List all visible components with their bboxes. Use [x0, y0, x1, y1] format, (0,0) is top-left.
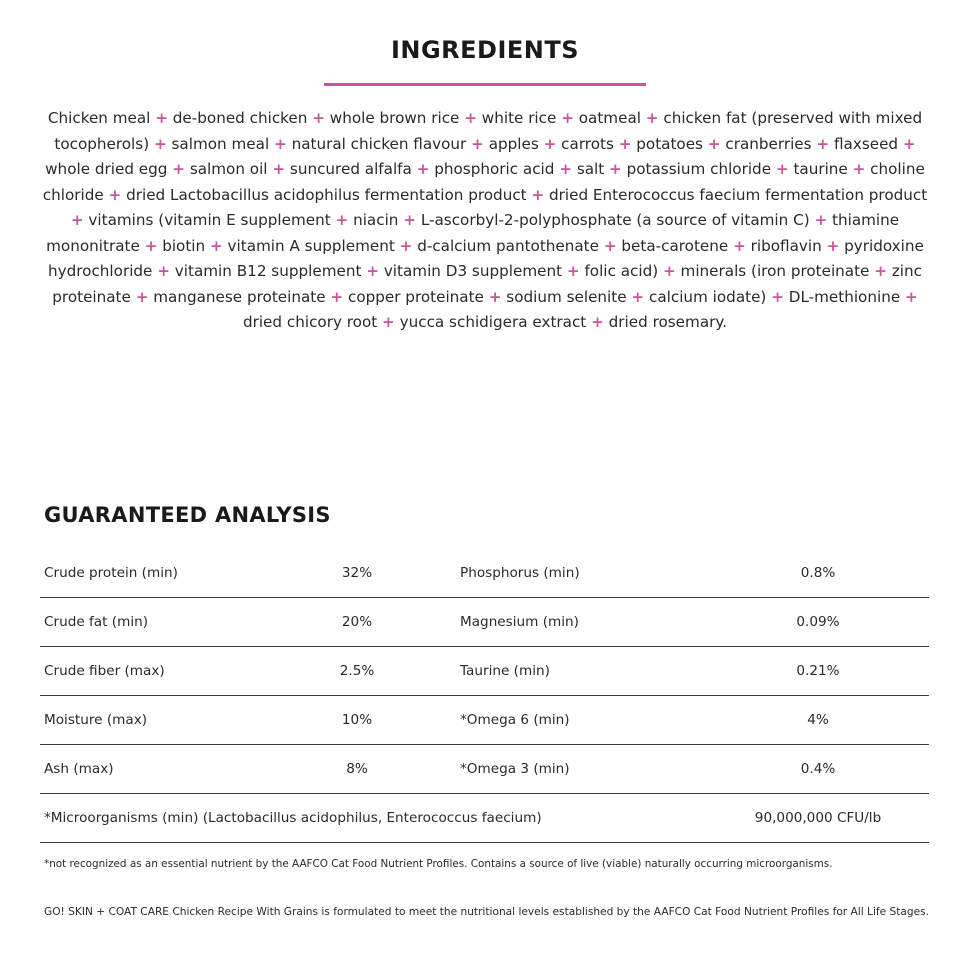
ingredient-item: vitamin D3 supplement	[383, 262, 563, 280]
footnote: *not recognized as an essential nutrient by the AAFCO Cat Food Nutrient Profiles. Contains a source of live (viable) naturally occurring microorganisms.	[44, 858, 833, 870]
ingredient-item: choline chloride	[42, 160, 925, 204]
ingredient-item: whole brown rice	[329, 109, 460, 127]
ingredient-separator: +	[852, 160, 866, 178]
nutrient-value: 10%	[341, 712, 373, 728]
nutrient-name: Moisture (max)	[44, 712, 148, 728]
ingredient-item: natural chicken flavour	[291, 134, 467, 153]
ingredient-separator: +	[826, 236, 840, 255]
ingredient-item: sodium selenite	[506, 287, 627, 306]
ingredient-item: salt	[576, 160, 605, 178]
ingredient-item: pyridoxine hydrochloride	[48, 236, 924, 280]
ingredient-item: dried Enterococcus faecium fermentation product	[549, 185, 928, 204]
ingredient-item: copper proteinate	[347, 287, 484, 306]
ingredient-separator: +	[603, 236, 617, 255]
ingredient-item: dried chicory root	[242, 313, 378, 331]
ingredient-item: Chicken meal	[47, 109, 151, 127]
ingredient-separator: +	[902, 134, 916, 153]
ingredient-separator: +	[733, 236, 746, 255]
ingredient-item: vitamins (vitamin E supplement	[88, 211, 331, 229]
ingredient-separator: +	[905, 287, 918, 306]
nutrient-value: 2.5%	[339, 663, 375, 679]
table-row-microorganisms	[40, 794, 929, 843]
table-row	[40, 549, 929, 598]
ingredient-separator: +	[416, 160, 430, 178]
ingredient-item: yucca schidigera extract	[399, 313, 587, 331]
ingredient-item: flaxseed	[833, 134, 899, 153]
ingredient-item: de-boned chicken	[172, 109, 308, 127]
analysis-title: GUARANTEED ANALYSIS	[44, 503, 331, 527]
ingredient-separator: +	[707, 134, 721, 153]
nutrient-value: 90,000,000 CFU/lb	[754, 810, 882, 826]
ingredient-separator: +	[330, 287, 344, 306]
ingredient-separator: +	[70, 211, 84, 229]
ingredient-separator: +	[874, 262, 887, 280]
nutrient-value: 20%	[341, 614, 373, 630]
nutrient-name: *Omega 3 (min)	[460, 761, 570, 777]
table-row	[40, 696, 929, 745]
ingredient-item: folic acid)	[584, 262, 659, 280]
ingredient-item: potassium chloride	[626, 160, 772, 178]
ingredient-item: white rice	[481, 109, 557, 127]
ingredient-item: taurine	[793, 160, 848, 178]
ingredient-item: biotin	[162, 236, 206, 255]
ingredient-item: phosphoric acid	[434, 160, 555, 178]
nutrient-value: 0.09%	[796, 614, 840, 630]
ingredient-item: oatmeal	[578, 109, 641, 127]
nutrient-name: Crude fat (min)	[44, 614, 149, 630]
title-underline	[324, 83, 646, 86]
ingredient-separator: +	[543, 134, 557, 153]
ingredient-item: cranberries	[725, 134, 812, 153]
ingredient-item: beta-carotene	[621, 236, 729, 255]
ingredient-item: salmon oil	[189, 160, 268, 178]
ingredient-separator: +	[382, 313, 395, 331]
ingredient-separator: +	[464, 109, 477, 127]
ingredient-separator: +	[312, 109, 325, 127]
nutrient-name: Ash (max)	[44, 761, 114, 777]
ingredient-item: riboflavin	[750, 236, 822, 255]
ingredient-separator: +	[814, 211, 828, 229]
ingredient-separator: +	[155, 109, 168, 127]
ingredient-separator: +	[144, 236, 158, 255]
nutrient-value: 0.21%	[796, 663, 840, 679]
ingredient-separator: +	[771, 287, 784, 306]
ingredient-item: DL-methionine	[788, 287, 901, 306]
ingredient-separator: +	[366, 262, 379, 280]
ingredient-separator: +	[559, 160, 572, 178]
ingredient-separator: +	[566, 262, 580, 280]
ingredient-separator: +	[591, 313, 604, 331]
nutrient-value: 32%	[341, 565, 373, 581]
ingredient-item: L-ascorbyl-2-polyphosphate (a source of vitamin C)	[420, 211, 810, 229]
ingredient-separator: +	[209, 236, 223, 255]
ingredient-separator: +	[631, 287, 645, 306]
nutrient-name: Magnesium (min)	[460, 614, 579, 630]
nutrient-name: *Microorganisms (min) (Lactobacillus acidophilus, Enterococcus faecium)	[44, 810, 542, 826]
nutrient-value: 0.4%	[800, 761, 836, 777]
nutrient-name: *Omega 6 (min)	[460, 712, 570, 728]
ingredient-separator: +	[399, 236, 413, 255]
ingredient-separator: +	[561, 109, 574, 127]
ingredient-item: thiamine mononitrate	[46, 211, 900, 255]
ingredient-separator: +	[609, 160, 622, 178]
ingredient-item: chicken fat (preserved with mixed tocopherols)	[54, 109, 923, 153]
ingredient-item: minerals (iron proteinate	[680, 262, 870, 280]
ingredient-separator: +	[618, 134, 632, 153]
ingredient-separator: +	[662, 262, 676, 280]
nutrient-name: Crude protein (min)	[44, 565, 178, 581]
ingredient-separator: +	[471, 134, 484, 153]
ingredient-item: potatoes	[636, 134, 703, 153]
ingredient-separator: +	[272, 160, 286, 178]
table-row	[40, 647, 929, 696]
nutrient-value: 4%	[807, 712, 829, 728]
aafco-statement: GO! SKIN + COAT CARE Chicken Recipe With Grains is formulated to meet the nutritional levels established by the AAFCO Cat Food Nutrient Profiles for All Life Stages.	[44, 906, 930, 918]
ingredient-separator: +	[488, 287, 502, 306]
ingredient-separator: +	[274, 134, 287, 153]
nutrient-name: Phosphorus (min)	[460, 565, 580, 581]
ingredient-item: vitamin B12 supplement	[174, 262, 362, 280]
ingredient-separator: +	[816, 134, 830, 153]
nutrient-name: Crude fiber (max)	[44, 663, 165, 679]
ingredient-item: salmon meal	[171, 134, 270, 153]
ingredient-separator: +	[775, 160, 789, 178]
ingredient-item: dried Lactobacillus acidophilus fermentation product	[126, 185, 527, 204]
ingredients-title: INGREDIENTS	[390, 36, 580, 64]
nutrient-value: 8%	[346, 761, 368, 777]
ingredient-separator: +	[153, 134, 167, 153]
ingredient-separator: +	[157, 262, 170, 280]
ingredient-item: manganese proteinate	[153, 287, 326, 306]
ingredient-item: d-calcium pantothenate	[417, 236, 599, 255]
ingredient-separator: +	[531, 185, 545, 204]
table-row	[40, 745, 929, 794]
ingredient-item: vitamin A supplement	[227, 236, 395, 255]
ingredient-item: calcium iodate)	[648, 287, 767, 306]
nutrient-value: 0.8%	[800, 565, 836, 581]
ingredients-list	[38, 106, 932, 336]
analysis-table	[40, 549, 929, 843]
ingredient-item: niacin	[353, 211, 399, 229]
ingredient-separator: +	[335, 211, 349, 229]
ingredient-separator: +	[135, 287, 149, 306]
ingredient-item: suncured alfalfa	[289, 160, 412, 178]
ingredient-separator: +	[403, 211, 416, 229]
nutrient-name: Taurine (min)	[460, 663, 550, 679]
ingredient-item: dried rosemary.	[608, 313, 728, 331]
ingredient-item: whole dried egg	[45, 160, 168, 178]
ingredient-separator: +	[645, 109, 659, 127]
ingredient-item: zinc proteinate	[52, 262, 922, 306]
ingredient-item: carrots	[561, 134, 614, 153]
table-row	[40, 598, 929, 647]
ingredient-separator: +	[172, 160, 185, 178]
ingredient-separator: +	[108, 185, 122, 204]
ingredient-item: apples	[488, 134, 539, 153]
